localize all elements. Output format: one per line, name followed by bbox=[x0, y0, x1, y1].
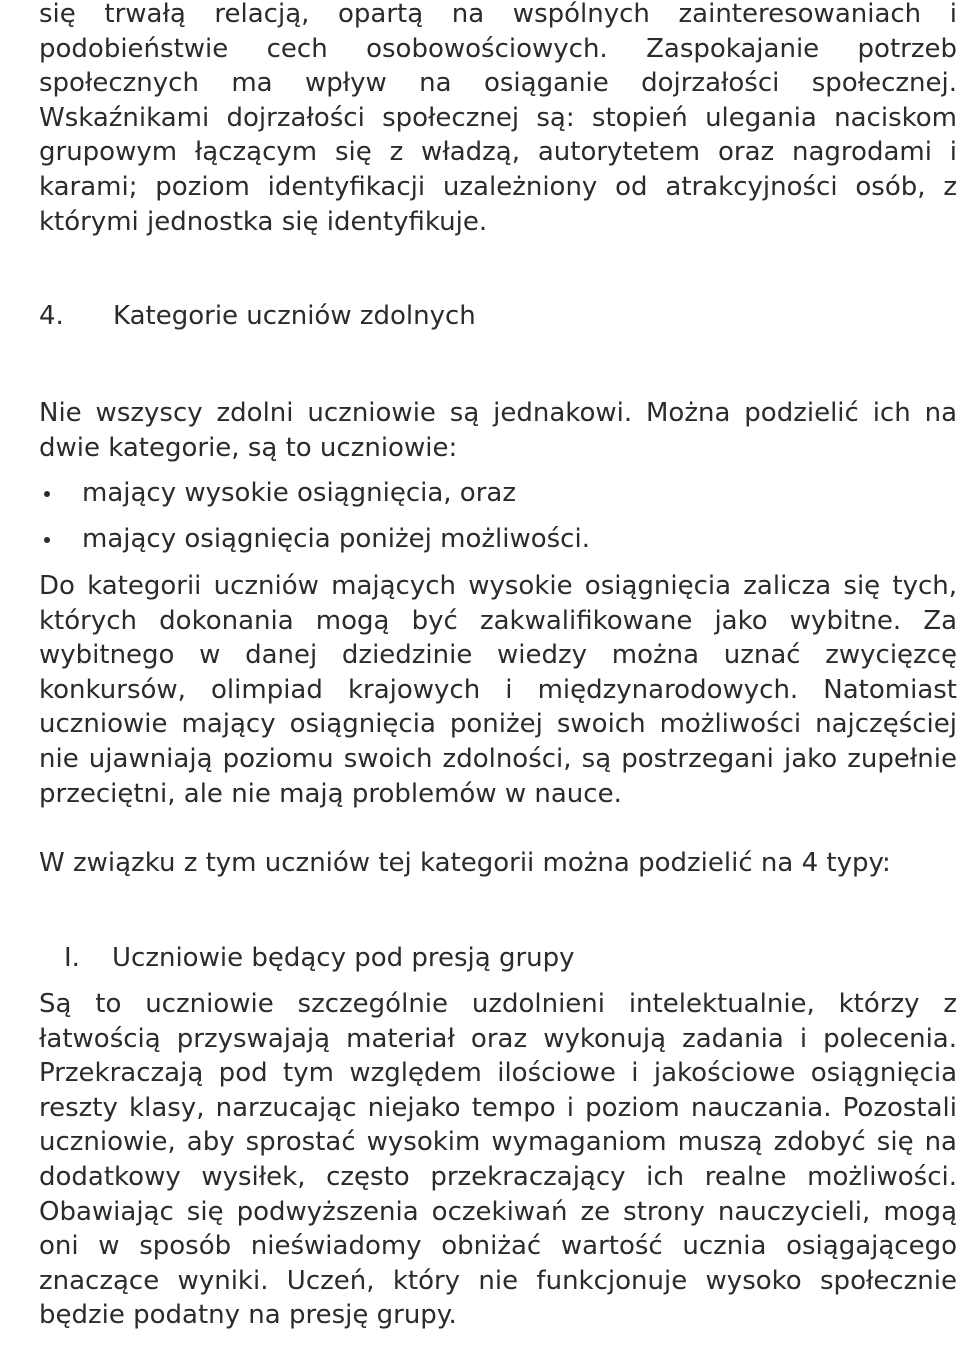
summary-paragraph: W związku z tym uczniów tej kategorii można podzielić na 4 typy: bbox=[39, 848, 891, 878]
top-paragraph: się trwałą relacją, opartą na wspólnych zainteresowaniach i podobieństwie cech osobowościowych. Zaspokajanie potrzeb społecznych ma wpływ na osiąganie dojrzałości społecznej. Wskaźnikami dojrzałości społecznej są: stopień ulegania naciskom grupowym łączącym się z władzą, autorytetem oraz nagrodami i karami; poziom identyfikacji uzależniony od atrakcyjności osób, z którymi jednostka się identyfikuje. bbox=[39, 0, 957, 237]
bullet-icon bbox=[44, 491, 50, 497]
list-item bbox=[39, 476, 590, 522]
section-number: 4. bbox=[39, 301, 64, 331]
intro-paragraph: Nie wszyscy zdolni uczniowie są jednakowi. Można podzielić ich na dwie kategorie, są to uczniowie: bbox=[39, 398, 957, 463]
section-heading bbox=[39, 299, 476, 334]
category-list bbox=[39, 476, 590, 568]
list-item bbox=[39, 522, 590, 568]
last-paragraph: Są to uczniowie szczególnie uzdolnieni intelektualnie, którzy z łatwością przyswajają materiał oraz wykonują zadania i polecenia. Przekraczają pod tym względem ilościowe i jakościowe osiągnięcia reszty klasy, narzucając niejako tempo i poziom nauczania. Pozostali uczniowie, aby sprostać wysokim wymaganiom muszą zdobyć się na dodatkowy wysiłek, często przekraczający ich realne możliwości. Obawiając się podwyższenia oczekiwań ze strony nauczycieli, mogą oni w sposób nieświadomy obniżać wartość ucznia osiągającego znaczące wyniki. Uczeń, który nie funkcjonuje wysoko społecznie będzie podatny na presję grupy. bbox=[39, 989, 957, 1331]
bullet-icon bbox=[44, 537, 50, 543]
list-item-text: mający wysokie osiągnięcia, oraz bbox=[82, 478, 516, 508]
section-title: Kategorie uczniów zdolnych bbox=[113, 301, 476, 331]
subsection-heading bbox=[64, 941, 575, 976]
subsection-number: I. bbox=[64, 943, 80, 973]
body-paragraph: Do kategorii uczniów mających wysokie osiągnięcia zalicza się tych, których dokonania mogą być zakwalifikowane jako wybitne. Za wybitnego w danej dziedzinie wiedzy można uznać zwycięzcę konkursów, olimpiad krajowych i międzynarodowych. Natomiast uczniowie mający osiągnięcia poniżej swoich możliwości najczęściej nie ujawniają poziomu swoich zdolności, są postrzegani jako zupełnie przeciętni, ale nie mają problemów w nauce. bbox=[39, 571, 957, 809]
subsection-title: Uczniowie będący pod presją grupy bbox=[112, 943, 575, 973]
list-item-text: mający osiągnięcia poniżej możliwości. bbox=[82, 524, 590, 554]
